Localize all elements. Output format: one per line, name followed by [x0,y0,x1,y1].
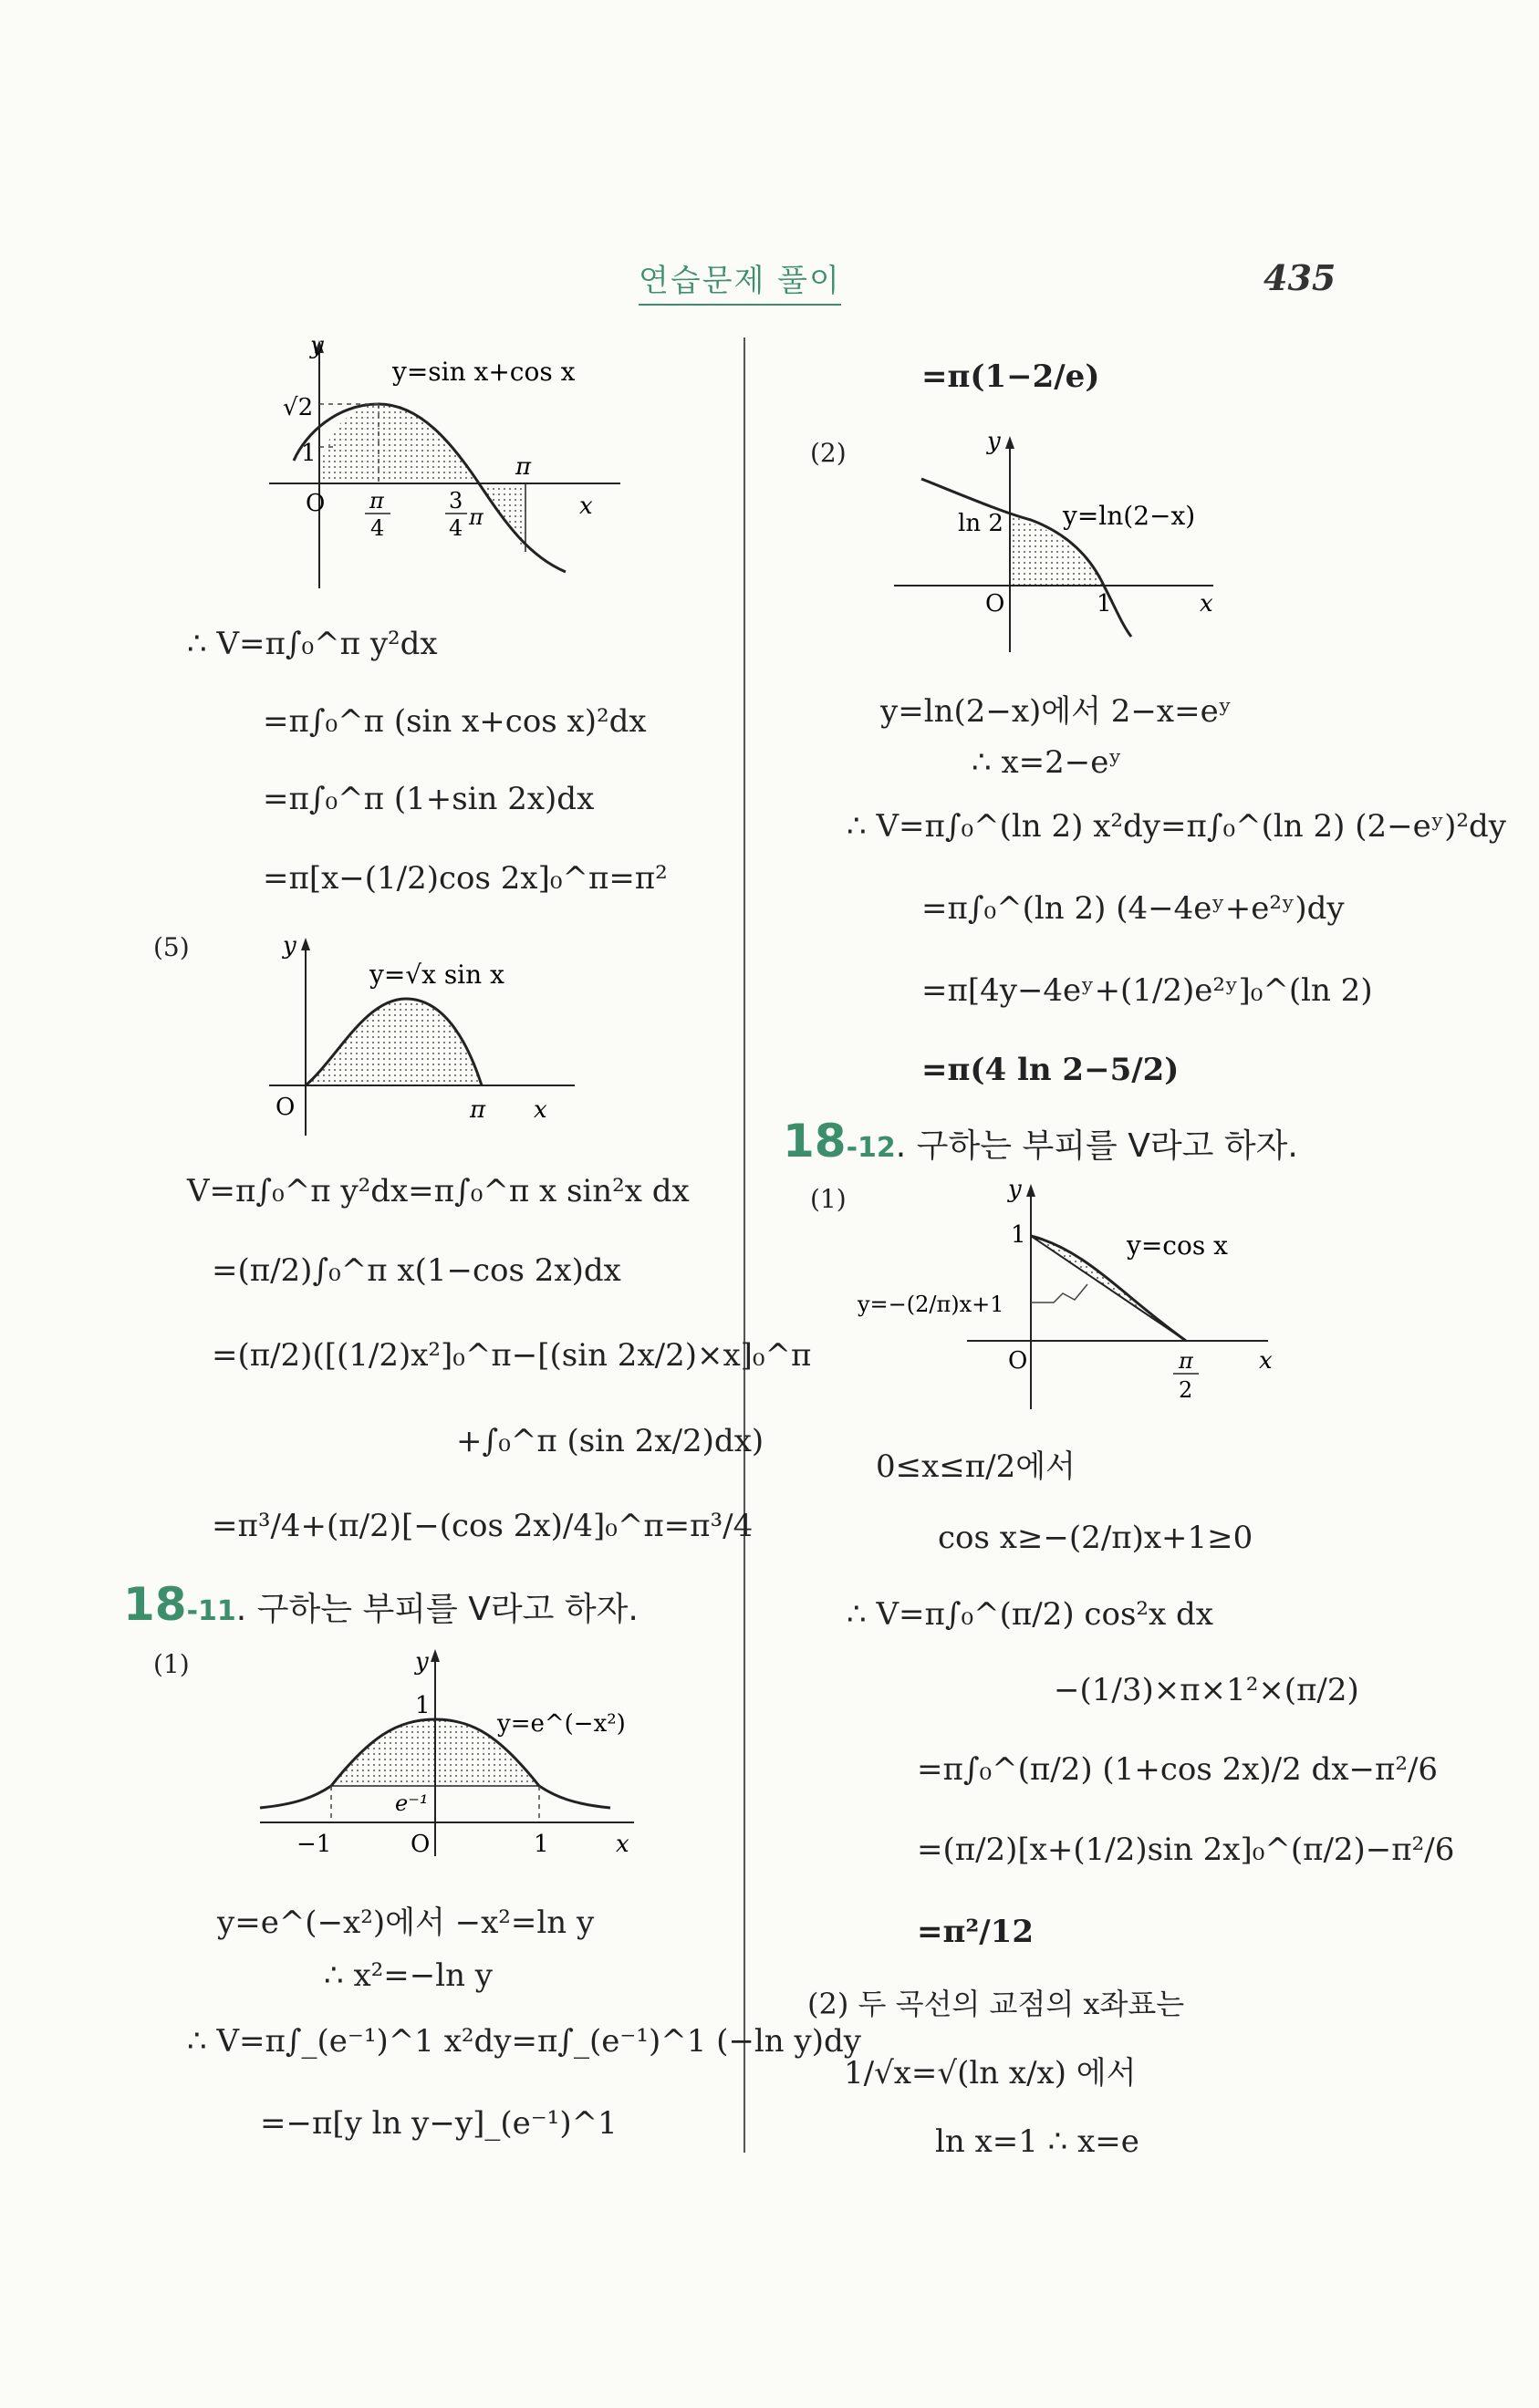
eq5-line6: =(π/2)[x+(1/2)sin 2x]₀^(π/2)−π²/6 [917,1832,1455,1868]
eq3-line1: y=e^(−x²)에서 −x²=ln y [217,1905,595,1941]
eq6-line1: 1/√x=√(ln x/x) 에서 [844,2055,1137,2091]
fig4-origin: O [985,590,1005,618]
part1-left-label: (1) [153,1649,190,1679]
fig3-minus-one: −1 [296,1831,332,1858]
fig2-y-axis: y [283,932,296,960]
fig5-curve-label: y=cos x [1127,1230,1228,1261]
fig3-einv: e⁻¹ [395,1790,429,1816]
fig1-sqrt2: √2 [283,394,314,421]
figure-sin-plus-cos [255,333,648,593]
fig1-pi4-den: 4 [370,515,385,541]
sec11-sub: -11 [186,1595,236,1627]
part2-label: (2) [810,438,847,468]
section-18-11-heading [123,1578,639,1631]
eq2-line2: =(π/2)∫₀^π x(1−cos 2x)dx [212,1252,621,1289]
fig4-x-axis: x [1200,590,1213,618]
fig1-one: 1 [301,440,317,467]
eq2-line1: V=π∫₀^π y²dx=π∫₀^π x sin²x dx [187,1173,690,1209]
part5-label: (5) [153,932,190,962]
eq5-line4: −(1/3)×π×1²×(π/2) [1054,1672,1359,1708]
sec11-text: . 구하는 부피를 V라고 하자. [235,1591,639,1628]
fig5-x-axis: x [1259,1347,1273,1375]
fig3-x-axis: x [616,1831,629,1858]
fig1-three: 3 [449,488,463,514]
fig1-curve-label: y=sin x+cos x [392,357,576,387]
fig5-line-label: y=−(2/π)x+1 [858,1292,1004,1317]
fig2-origin: O [276,1094,296,1121]
fig1-x-axis: x [579,493,593,520]
eq2-line3: =(π/2)([(1/2)x²]₀^π−[(sin 2x/2)×x]₀^π [212,1337,812,1374]
eq5-line1: 0≤x≤π/2에서 [876,1448,1076,1485]
eq4-line5: =π[4y−4eʸ+(1/2)e²ʸ]₀^(ln 2) [921,972,1373,1009]
fig3-x-one: 1 [534,1831,549,1858]
fig1-pi-sub: π [469,504,484,530]
eq5-line5: =π∫₀^(π/2) (1+cos 2x)/2 dx−π²/6 [917,1751,1439,1788]
eq4-line3: ∴ V=π∫₀^(ln 2) x²dy=π∫₀^(ln 2) (2−eʸ)²dy [847,808,1506,845]
fig3-one: 1 [415,1692,431,1719]
figure-ln [885,429,1232,657]
fig4-ln2: ln 2 [958,510,1003,537]
eq5-line7: =π²/12 [917,1914,1034,1950]
eq0-result: =π(1−2/e) [921,358,1100,395]
sec12-number: 18 [783,1115,847,1168]
sec12-text: . 구하는 부피를 V라고 하자. [895,1127,1298,1165]
eq2-line4: +∫₀^π (sin 2x/2)dx) [456,1423,764,1459]
eq3-line4: =−π[y ln y−y]_(e⁻¹)^1 [260,2105,618,2142]
fig3-origin: O [411,1831,431,1858]
eq1-line2: =π∫₀^π (sin x+cos x)²dx [263,703,647,740]
section-18-12-heading [783,1115,1298,1168]
fig1-pi-top: π [515,453,532,481]
part1-right-label: (1) [810,1184,847,1214]
part2b-label: (2) 두 곡선의 교점의 x좌표는 [807,1987,1185,2021]
fig2-curve-label: y=√x sin x [369,960,504,990]
page-number: 435 [1263,257,1336,298]
eq3-line3: ∴ V=π∫_(e⁻¹)^1 x²dy=π∫_(e⁻¹)^1 (−ln y)dy [187,2023,861,2060]
eq5-line2: cos x≥−(2/π)x+1≥0 [938,1520,1253,1556]
fig4-y-axis: y [987,429,1001,455]
eq4-line6: =π(4 ln 2−5/2) [921,1052,1180,1088]
figure-cos-line [848,1177,1286,1414]
eq1-line4: =π[x−(1/2)cos 2x]₀^π=π² [263,860,668,897]
figure-gaussian [251,1642,652,1861]
column-divider [744,337,745,2153]
fig2-pi: π [470,1096,486,1124]
fig5-origin: O [1008,1347,1028,1375]
fig2-x-axis: x [534,1096,547,1124]
fig5-y-axis: y [1008,1177,1022,1203]
eq6-line2: ln x=1 ∴ x=e [935,2123,1139,2160]
eq5-line3: ∴ V=π∫₀^(π/2) cos²x dx [847,1596,1213,1633]
eq1-line1: ∴ V=π∫₀^π y²dx [187,626,438,662]
page-header-title: 연습문제 풀이 [639,255,841,306]
eq4-line4: =π∫₀^(ln 2) (4−4eʸ+e²ʸ)dy [921,890,1345,927]
fig4-one: 1 [1097,590,1112,618]
fig1-origin: O [306,490,326,517]
fig4-curve-label: y=ln(2−x) [1063,501,1196,531]
fig3-y-axis: y [415,1648,429,1676]
eq2-line5: =π³/4+(π/2)[−(cos 2x)/4]₀^π=π³/4 [212,1508,754,1544]
fig1-pi4-num: π [369,488,384,514]
figure-sqrt-sin [255,930,593,1140]
fig1-four: 4 [449,515,463,541]
fig5-one: 1 [1011,1221,1026,1249]
fig5-pi-num: π [1179,1348,1193,1374]
fig5-pi-den: 2 [1179,1377,1193,1403]
sec11-number: 18 [123,1578,187,1631]
fig1-y-axis: y [310,333,324,359]
eq4-line2: ∴ x=2−eʸ [972,744,1122,781]
eq3-line2: ∴ x²=−ln y [324,1957,494,1994]
eq1-line3: =π∫₀^π (1+sin 2x)dx [263,781,595,817]
eq4-line1: y=ln(2−x)에서 2−x=eʸ [880,693,1232,730]
sec12-sub: -12 [846,1132,896,1164]
fig3-curve-label: y=e^(−x²) [497,1710,626,1738]
